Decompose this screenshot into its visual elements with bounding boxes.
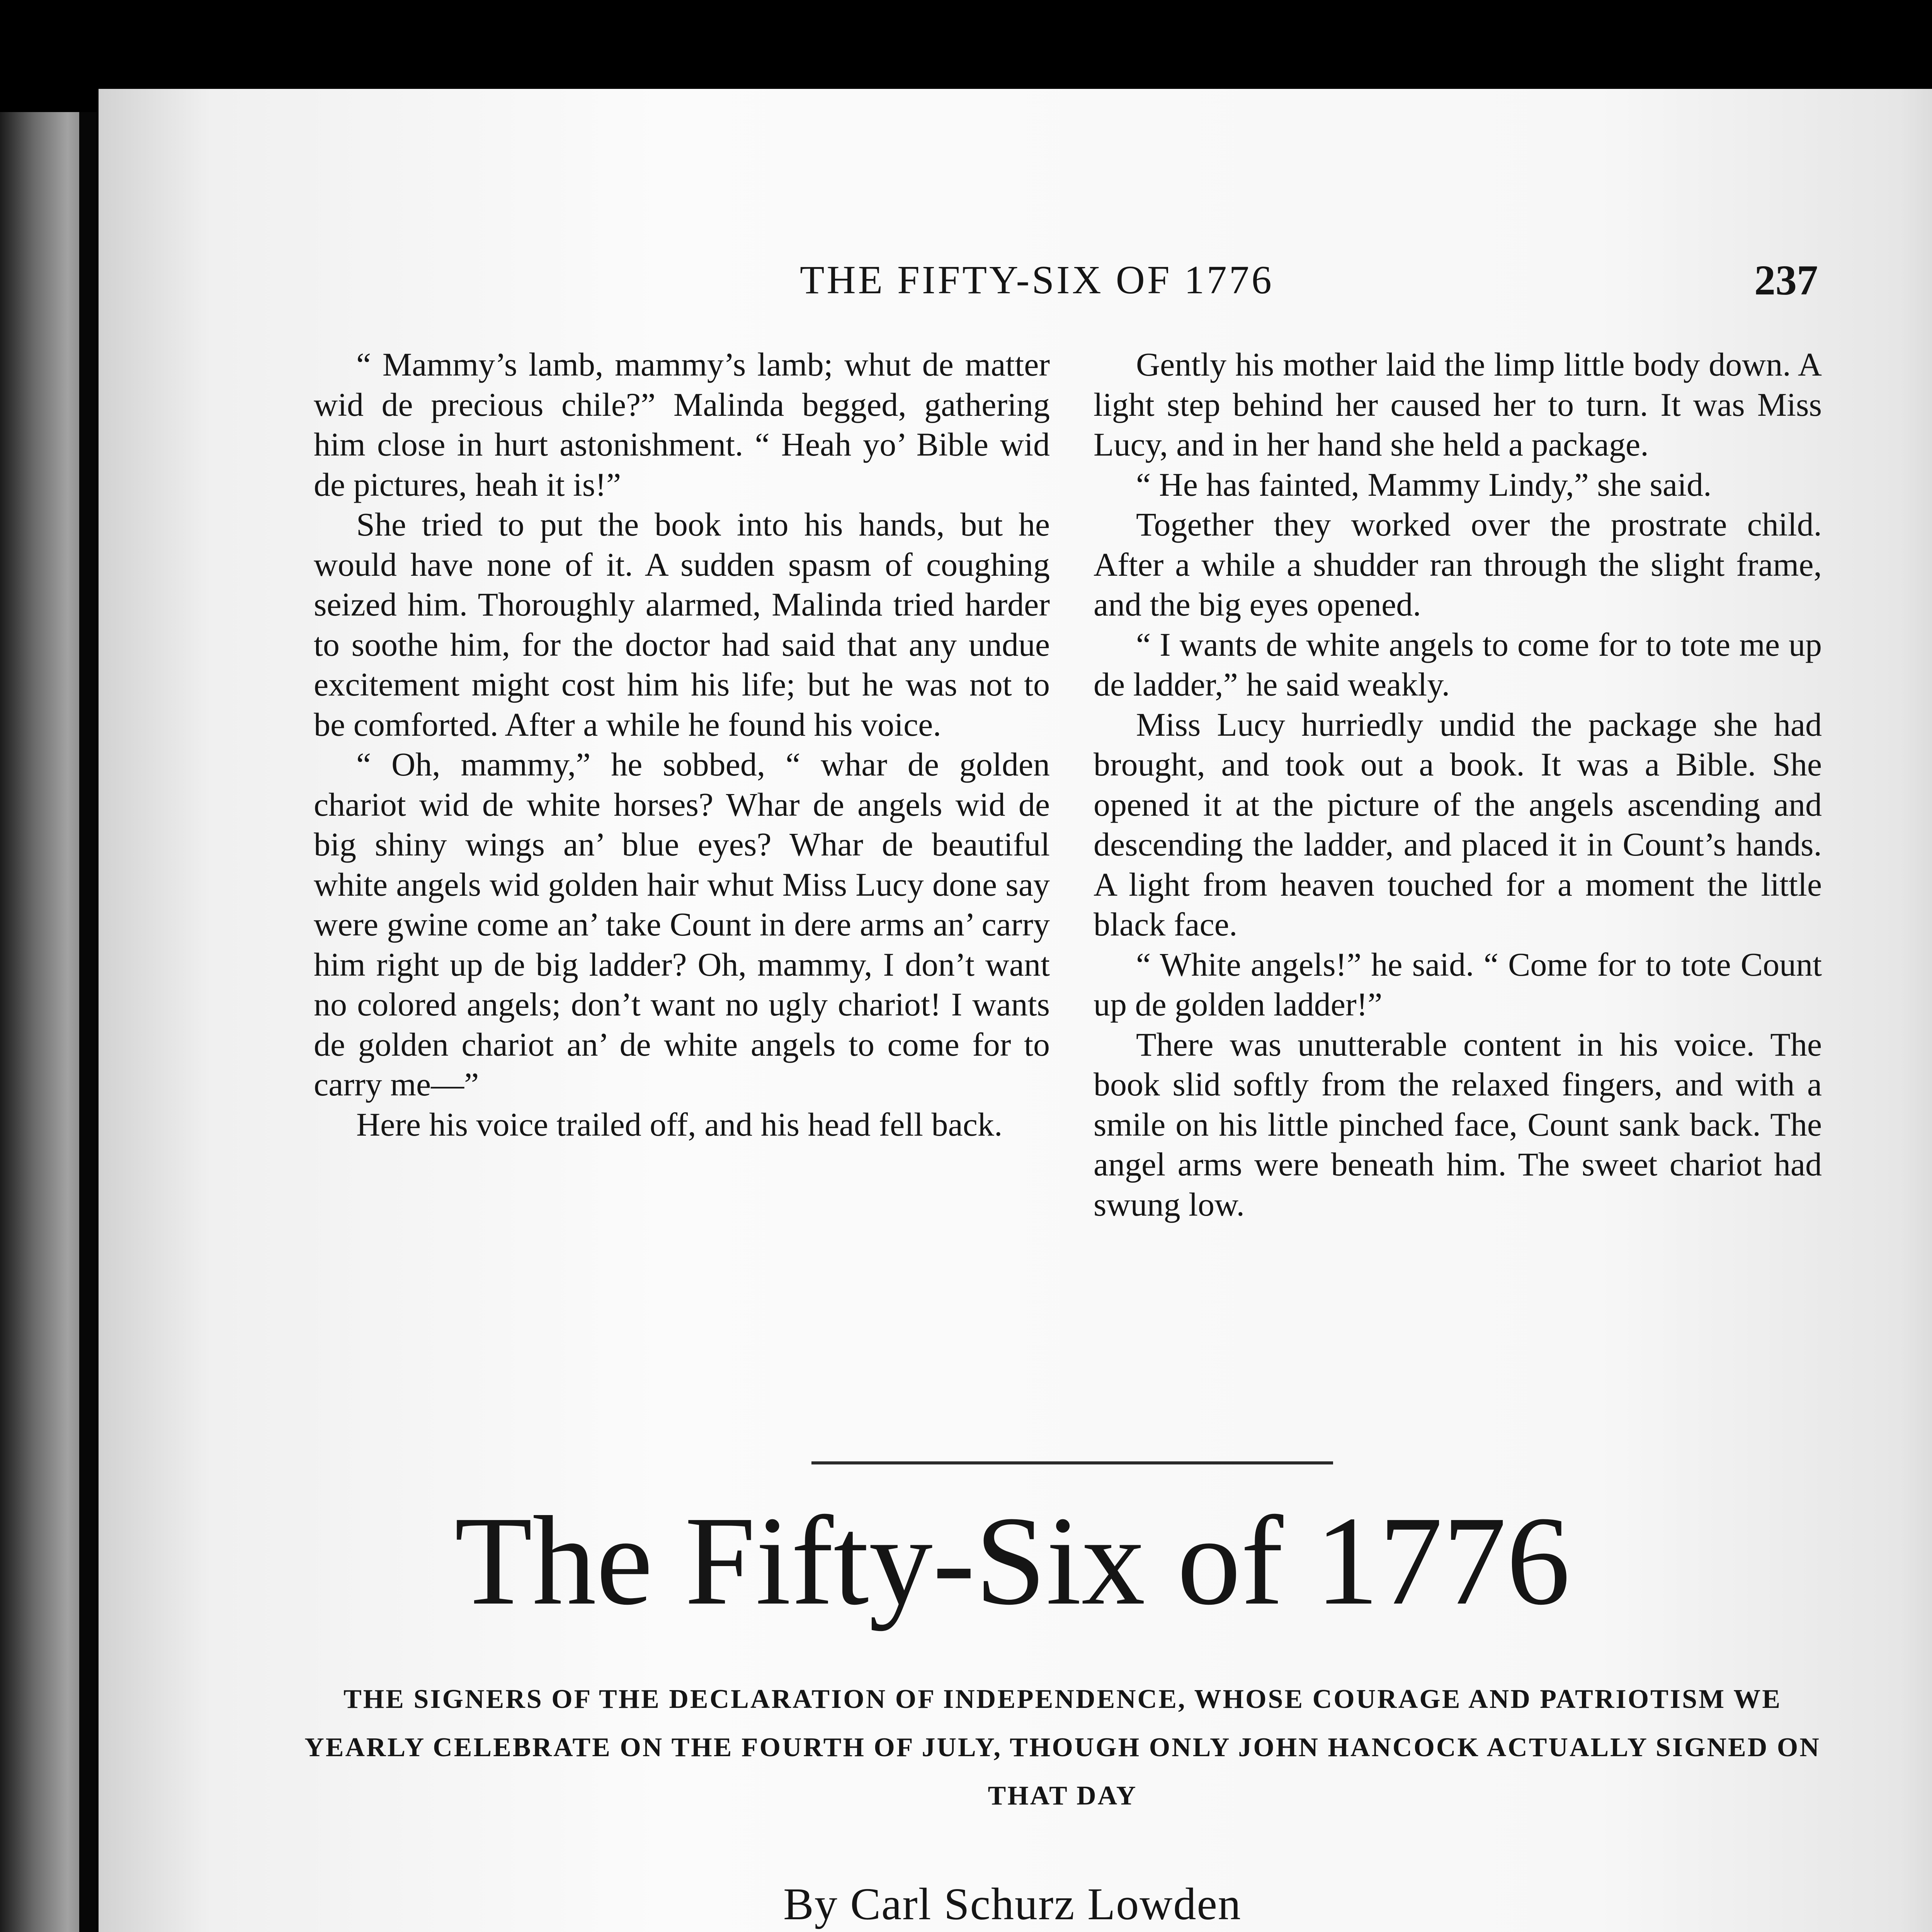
story-end-right-column	[1094, 345, 1822, 1225]
article-title: The Fifty-Six of 1776	[454, 1490, 1570, 1631]
paragraph: There was unutterable content in his voice. The book slid softly from the relaxed fingers, and with a smile on his little pinched face, Count sank back. The angel arms were beneath him. The sweet chariot had swung low.	[1094, 1026, 1822, 1223]
paragraph: “ Oh, mammy,” he sobbed, “ whar de golden chariot wid de white horses? Whar de angels wid de big shiny wings an’ blue eyes? Whar de beautiful white angels wid golden hair whut Miss Lucy done say were gwine come an’ take Count in dere arms an’ carry him right up de big ladder? Oh, mammy, I don’t want no colored angels; don’t want no ugly chariot! I wants de golden chariot an’ de white angels to come for to carry me—”	[314, 746, 1050, 1103]
paragraph: “ Mammy’s lamb, mammy’s lamb; whut de matter wid de precious chile?” Malinda begged, gathering him close in hurt astonishment. “ Heah yo’ Bible wid de pictures, heah it is!”	[314, 346, 1050, 503]
paragraph: “ He has fainted, Mammy Lindy,” she said.	[1136, 466, 1712, 503]
paragraph: Gently his mother laid the limp little body down. A light step behind her caused her to turn. It was Miss Lucy, and in her hand she held a package.	[1094, 346, 1822, 463]
paragraph: Here his voice trailed off, and his head fell back.	[356, 1105, 1003, 1143]
byline: By Carl Schurz Lowden	[783, 1879, 1242, 1929]
article-subtitle: THE SIGNERS OF THE DECLARATION OF INDEPENDENCE, WHOSE COURAGE AND PATRIOTISM WE YEARLY CELEBRATE ON THE FOURTH OF JULY, THOUGH ONLY JOHN HANCOCK ACTUALLY SIGNED ON THAT DAY	[304, 1684, 1821, 1811]
paragraph: Miss Lucy hurriedly undid the package she had brought, and took out a book. It was a Bible. She opened it at the picture of the angels ascending and descending the ladder, and placed it in Count’s hands. A light from heaven touched for a moment the little black face.	[1094, 706, 1822, 943]
paragraph: Together they worked over the prostrate child. After a while a shudder ran through the slight frame, and the big eyes opened.	[1094, 506, 1822, 623]
paragraph: She tried to put the book into his hands, but he would have none of it. A sudden spasm of coughing seized him. Thoroughly alarmed, Malinda tried harder to soothe him, for the doctor had said that any undue excitement might cost him his life; but he was not to be comforted. After a while he found his voice.	[314, 506, 1050, 743]
book-gutter	[79, 112, 97, 1932]
paragraph: “ I wants de white angels to come for to tote me up de ladder,” he said weakly.	[1094, 626, 1822, 703]
page-number: 237	[1754, 257, 1818, 304]
section-divider	[811, 1461, 1333, 1464]
story-end-left-column	[314, 345, 1050, 1145]
paragraph: “ White angels!” he said. “ Come for to tote Count up de golden ladder!”	[1094, 946, 1822, 1023]
running-title: THE FIFTY-SIX OF 1776	[800, 258, 1274, 302]
